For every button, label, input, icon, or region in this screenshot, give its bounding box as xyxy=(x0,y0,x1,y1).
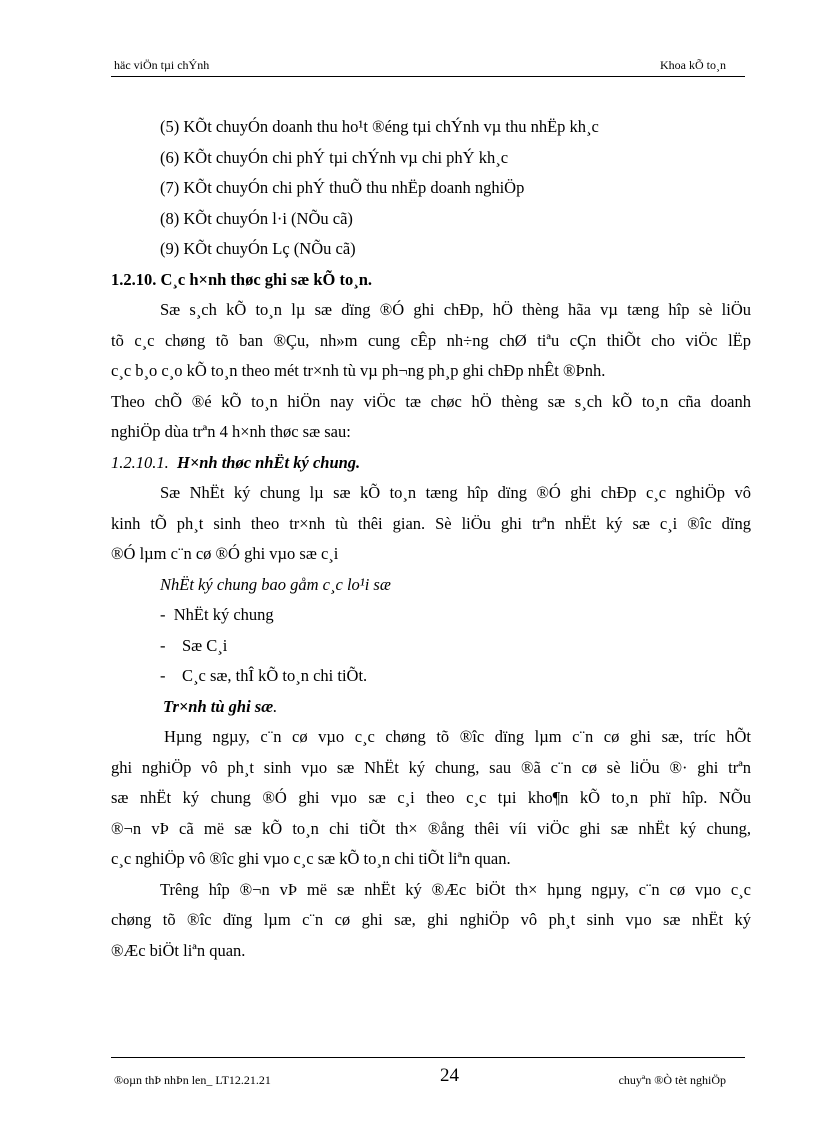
paragraph-line: ®¬n vÞ cã më sæ kÕ to¸n chi tiÕt th× ®ång thêi víi viÖc ghi sæ nhËt ký chung, xyxy=(111,818,751,838)
procedure-heading-text: Tr×nh tù ghi sæ xyxy=(163,696,274,716)
list-item-text: NhËt ký chung xyxy=(173,605,274,624)
paragraph-line: ghi nghiÖp vô ph¸t sinh vµo sæ NhËt ký chung, sau ®ã c¨n cø sè liÖu ®· ghi trªn xyxy=(111,757,751,777)
procedure-heading xyxy=(111,692,751,723)
paragraph-line: Theo chÕ ®é kÕ to¸n hiÖn nay viÖc tæ chøc hÖ thèng sæ s¸ch kÕ to¸n cña doanh xyxy=(111,391,751,411)
subsection-heading xyxy=(111,448,751,479)
paragraph-line: c¸c b¸o c¸o kÕ to¸n theo mét tr×nh tù vµ ph¬ng ph¸p ghi chÐp nhÊt ®Þnh. xyxy=(111,361,606,380)
bullet-dash: - xyxy=(160,605,166,624)
list-item: (5) KÕt chuyÓn doanh thu ho¹t ®éng tµi chÝnh vµ thu nhËp kh¸c xyxy=(160,117,599,136)
bullet-dash: - xyxy=(160,635,166,655)
footer-author: ®oµn thÞ nhÞn len_ LT12.21.21 xyxy=(114,1073,271,1087)
header-institution: häc viÖn tµi chÝnh xyxy=(114,58,210,72)
page-number: 24 xyxy=(440,1065,459,1086)
footer-thesis-label: chuyªn ®Ò tèt nghiÖp xyxy=(618,1073,726,1087)
paragraph-line: Sæ s¸ch kÕ to¸n lµ sæ dïng ®Ó ghi chÐp, hÖ thèng hãa vµ tæng hîp sè liÖu xyxy=(160,300,751,319)
section-heading: 1.2.10. C¸c h×nh thøc ghi sæ kÕ to¸n. xyxy=(111,269,373,289)
paragraph-line: Hµng ngµy, c¨n cø vµo c¸c chøng tõ ®îc dïng lµm c¨n cø ghi sæ, tríc hÕt xyxy=(164,727,751,746)
footer-divider xyxy=(111,1057,745,1058)
list-item xyxy=(111,631,751,662)
bullet-dash: - xyxy=(160,666,166,685)
subsection-number: 1.2.10.1. xyxy=(111,452,169,472)
paragraph-line: Sæ NhËt ký chung lµ sæ kÕ to¸n tæng hîp dïng ®Ó ghi chÐp c¸c nghiÖp vô xyxy=(160,483,751,502)
subtypes-heading: NhËt ký chung bao gåm c¸c lo¹i sæ xyxy=(160,574,391,594)
paragraph-line: chøng tõ ®îc dïng lµm c¨n cø ghi sæ, ghi nghiÖp vô ph¸t sinh vµo sæ nhËt ký xyxy=(111,910,751,929)
list-item: (9) KÕt chuyÓn Lç (NÕu cã) xyxy=(160,239,356,258)
paragraph-line: nghiÖp dùa trªn 4 h×nh thøc sæ sau: xyxy=(111,422,351,441)
paragraph-line: sæ nhËt ký chung ®Ó ghi vµo sæ c¸i theo c¸c tµi kho¶n kÕ to¸n phï hîp. NÕu xyxy=(111,788,751,807)
list-item: (8) KÕt chuyÓn l·i (NÕu cã) xyxy=(160,208,353,228)
paragraph-line: ®Æc biÖt liªn quan. xyxy=(111,940,246,960)
list-item xyxy=(111,661,751,692)
paragraph-line: c¸c nghiÖp vô ®îc ghi vµo c¸c sæ kÕ to¸n chi tiÕt liªn quan. xyxy=(111,849,511,868)
header-divider xyxy=(111,76,745,77)
list-item: (7) KÕt chuyÓn chi phÝ thuÕ thu nhËp doanh nghiÖp xyxy=(160,178,525,197)
list-item: (6) KÕt chuyÓn chi phÝ tµi chÝnh vµ chi phÝ kh¸c xyxy=(160,147,509,167)
page-body xyxy=(111,112,751,966)
subsection-title: H×nh thøc nhËt ký chung. xyxy=(177,452,361,472)
list-item-text: Sæ C¸i xyxy=(182,635,228,655)
paragraph-line: Trêng hîp ®¬n vÞ më sæ nhËt ký ®Æc biÖt th× hµng ngµy, c¨n cø vµo c¸c xyxy=(160,879,751,899)
header-department: Khoa kÕ to¸n xyxy=(660,58,726,72)
list-item-text: C¸c sæ, thÎ kÕ to¸n chi tiÕt. xyxy=(182,666,368,685)
paragraph-line: kinh tÕ ph¸t sinh theo tr×nh tù thêi gian. Sè liÖu ghi trªn nhËt ký sæ c¸i ®îc dïng xyxy=(111,513,751,533)
list-item xyxy=(111,600,751,631)
paragraph-line: tõ c¸c chøng tõ ban ®Çu, nh»m cung cÊp nh÷ng chØ tiªu cÇn thiÕt cho viÖc lËp xyxy=(111,330,751,350)
procedure-heading-period: . xyxy=(273,696,278,716)
paragraph-line: ®Ó lµm c¨n cø ®Ó ghi vµo sæ c¸i xyxy=(111,544,339,563)
